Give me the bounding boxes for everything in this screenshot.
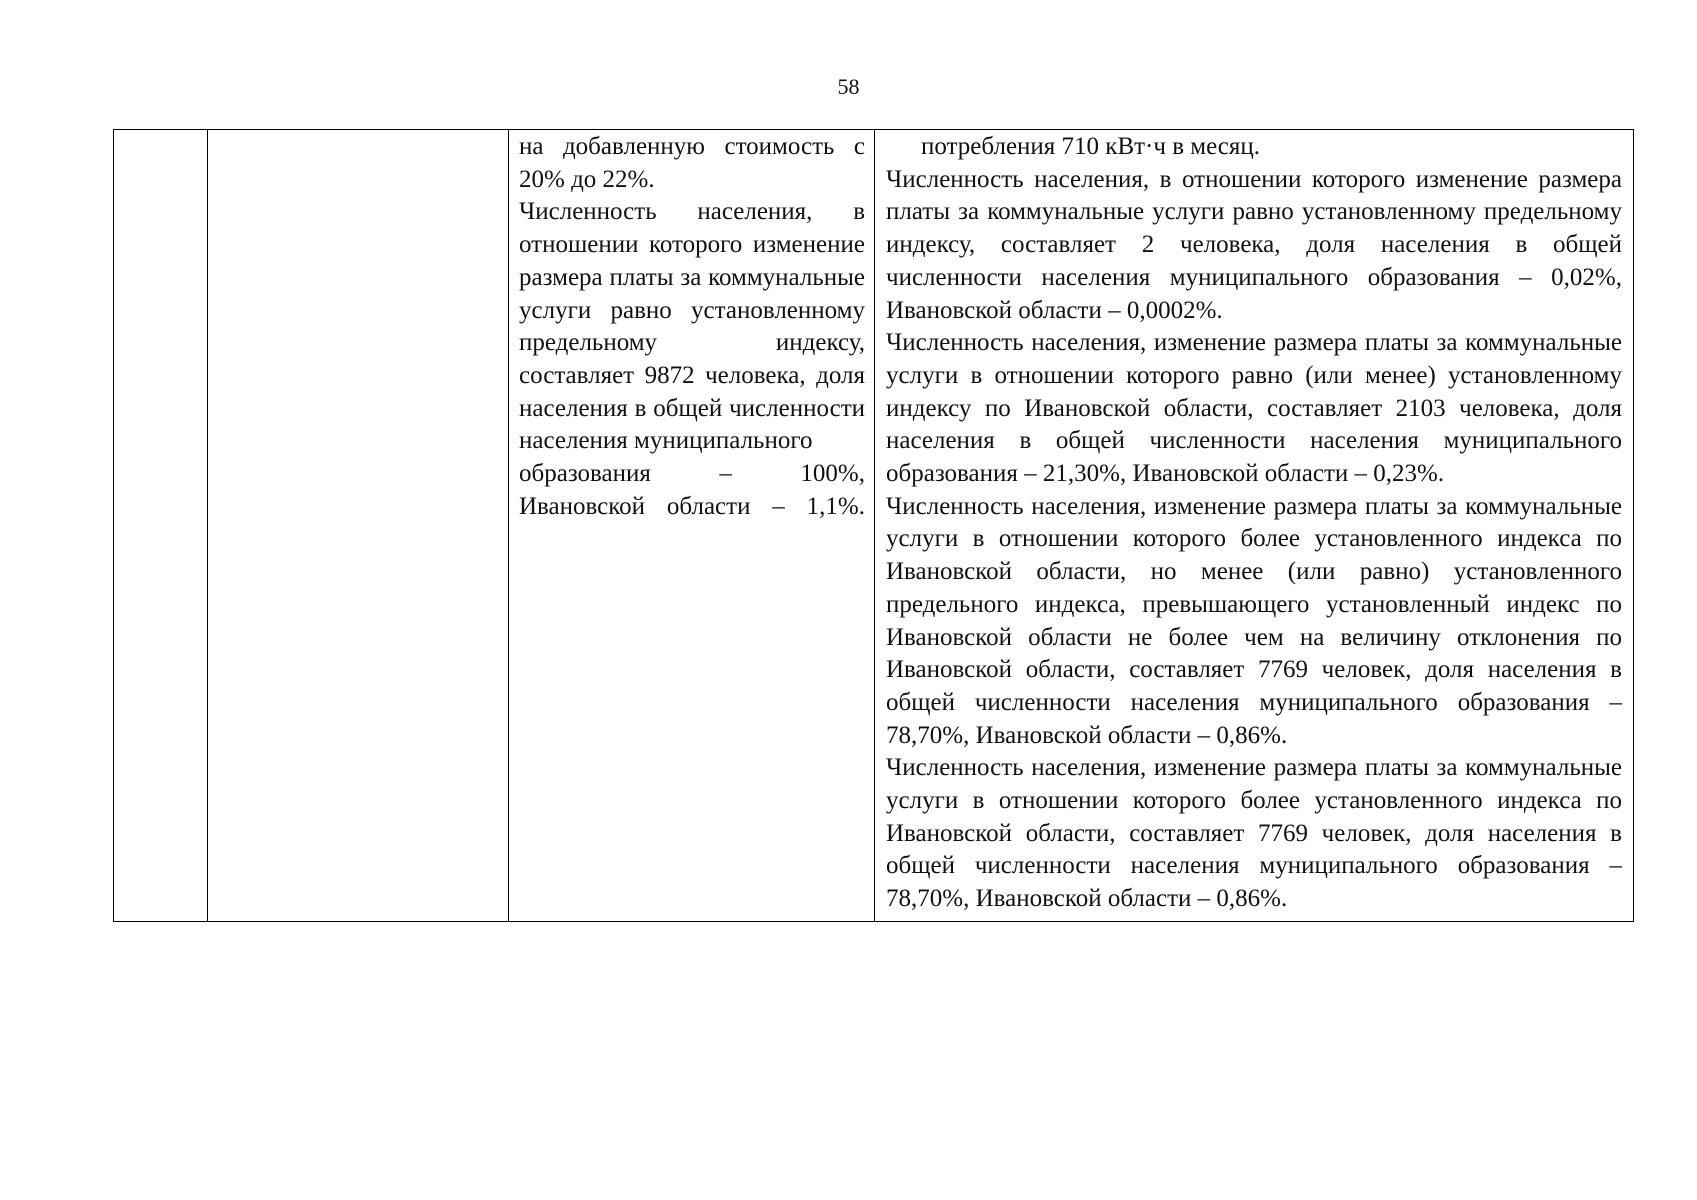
col3-paragraph: Численность населения, в отношении которого изменение размера платы за коммунальные услуги равно установленному предельному индексу, составляет 9872 человека, доля населения в общей численности населения муниципального [519,198,865,455]
table-cell-col2 [208,130,509,922]
col4-paragraph: Численность населения, изменение размера платы за коммунальные услуги в отношении которого более установленного индекса по Ивановской области, но менее (или равно) установленного предельного индекса, превышающего установленный индекс по Ивановской области не более чем на величину отклонения по Ивановской области, составляет 7769 человек, доля населения в общей численности населения муниципального образования – 78,70%, Ивановской области – 0,86%. [886,492,1622,749]
col4-paragraph: потребления 710 кВт·ч в месяц. [921,133,1261,160]
col3-paragraph: на добавленную стоимость с 20% до 22%. [519,133,865,193]
table-row [114,130,1634,922]
table-cell-col3 [509,130,875,922]
col4-paragraph: Численность населения, в отношении которого изменение размера платы за коммунальные услуги равно установленному предельному индексу, составляет 2 человека, доля населения в общей численности населения муниципального образования – 0,02%, Ивановской области – 0,0002%. [886,165,1622,324]
table-cell-col1 [114,130,208,922]
col4-paragraph: Численность населения, изменение размера платы за коммунальные услуги в отношении которого более установленного индекса по Ивановской области, составляет 7769 человек, доля населения в общей численности населения муниципального образования – 78,70%, Ивановской области – 0,86%. [886,754,1622,913]
col3-paragraph: образования – 100%, Ивановской области – 1,1%. [519,460,865,520]
col4-paragraph: Численность населения, изменение размера платы за коммунальные услуги в отношении которого равно (или менее) установленному индексу по Ивановской области, составляет 2103 человека, доля населения в общей численности населения муниципального образования – 21,30%, Ивановской области – 0,23%. [886,329,1622,488]
table-cell-col4 [875,130,1634,922]
document-table [113,129,1634,922]
page-number: 58 [837,74,860,99]
